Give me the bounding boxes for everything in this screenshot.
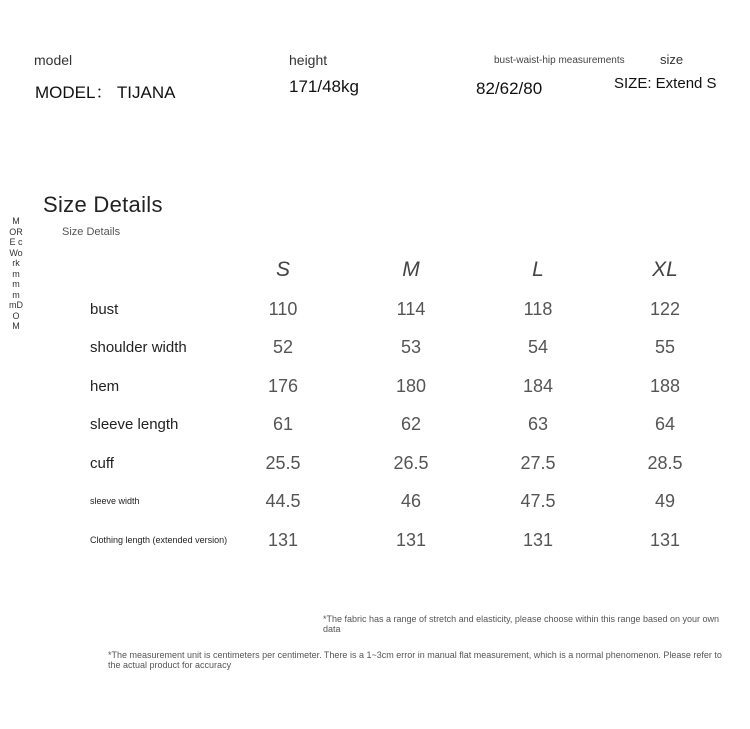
table-cell: 131 xyxy=(267,529,299,550)
height-label: height xyxy=(289,52,328,68)
size-column-header: S xyxy=(275,258,290,281)
row-label: hem xyxy=(90,377,120,395)
table-cell: 180 xyxy=(395,375,427,396)
table-cell: 118 xyxy=(523,298,553,319)
row-label: cuff xyxy=(90,454,114,472)
table-cell: 44.5 xyxy=(265,491,301,512)
table-cell: 25.5 xyxy=(265,452,301,473)
size-column-header: M xyxy=(402,258,420,281)
section-title: Size Details xyxy=(43,192,163,217)
measurement-note: *The measurement unit is centimeters per centimeter. There is a 1~3cm error in manual flat measurement, which is a normal phenomenon. Please refer to the actual product for accuracy xyxy=(108,650,722,670)
table-cell: 28.5 xyxy=(647,452,683,473)
table-cell: 63 xyxy=(527,414,549,435)
table-cell: 184 xyxy=(522,375,554,396)
table-row xyxy=(90,329,750,368)
table-cell: 62 xyxy=(400,414,422,435)
table-row xyxy=(90,290,750,329)
table-cell: 110 xyxy=(268,298,298,319)
table-cell: 47.5 xyxy=(520,491,556,512)
table-cell: 49 xyxy=(654,491,676,512)
table-row xyxy=(90,367,750,406)
size-table xyxy=(90,250,750,560)
measurements-value: 82/62/80 xyxy=(476,79,543,98)
model-label: model xyxy=(34,52,73,68)
measurements-label: bust-waist-hip measurements xyxy=(494,55,625,66)
size-column-header: L xyxy=(532,258,544,281)
table-row xyxy=(90,483,750,522)
table-cell: 46 xyxy=(400,491,422,512)
table-cell: 52 xyxy=(272,337,294,358)
height-value: 171/48kg xyxy=(289,77,359,96)
size-column-header: XL xyxy=(652,258,678,281)
size-label: size xyxy=(660,52,684,67)
table-cell: 61 xyxy=(272,414,294,435)
table-cell: 54 xyxy=(527,337,549,358)
row-label: sleeve length xyxy=(90,416,179,434)
table-cell: 114 xyxy=(396,298,426,319)
table-cell: 131 xyxy=(522,529,554,550)
size-value: SIZE: Extend S xyxy=(614,75,717,92)
table-row xyxy=(90,521,750,560)
table-cell: 27.5 xyxy=(520,452,556,473)
row-label: bust xyxy=(90,300,119,318)
model-value: MODEL： TIJANA xyxy=(35,83,176,102)
table-cell: 176 xyxy=(267,375,299,396)
table-cell: 188 xyxy=(649,375,681,396)
table-row xyxy=(90,444,750,483)
row-label: shoulder width xyxy=(90,339,187,357)
table-row xyxy=(90,406,750,445)
table-cell: 64 xyxy=(654,414,676,435)
section-subtitle: Size Details xyxy=(62,226,121,238)
table-cell: 131 xyxy=(649,529,681,550)
side-vertical-text: MORE cWork m m m mDOM xyxy=(9,216,23,331)
fabric-note: *The fabric has a range of stretch and elasticity, please choose within this range based on your own data xyxy=(323,614,720,634)
table-cell: 26.5 xyxy=(393,452,429,473)
table-cell: 122 xyxy=(649,298,681,319)
table-cell: 55 xyxy=(654,337,676,358)
table-cell: 53 xyxy=(400,337,422,358)
table-cell: 131 xyxy=(395,529,427,550)
row-label: sleeve width xyxy=(90,496,140,507)
row-label: Clothing length (extended version) xyxy=(90,534,228,545)
size-header-row xyxy=(90,250,750,290)
